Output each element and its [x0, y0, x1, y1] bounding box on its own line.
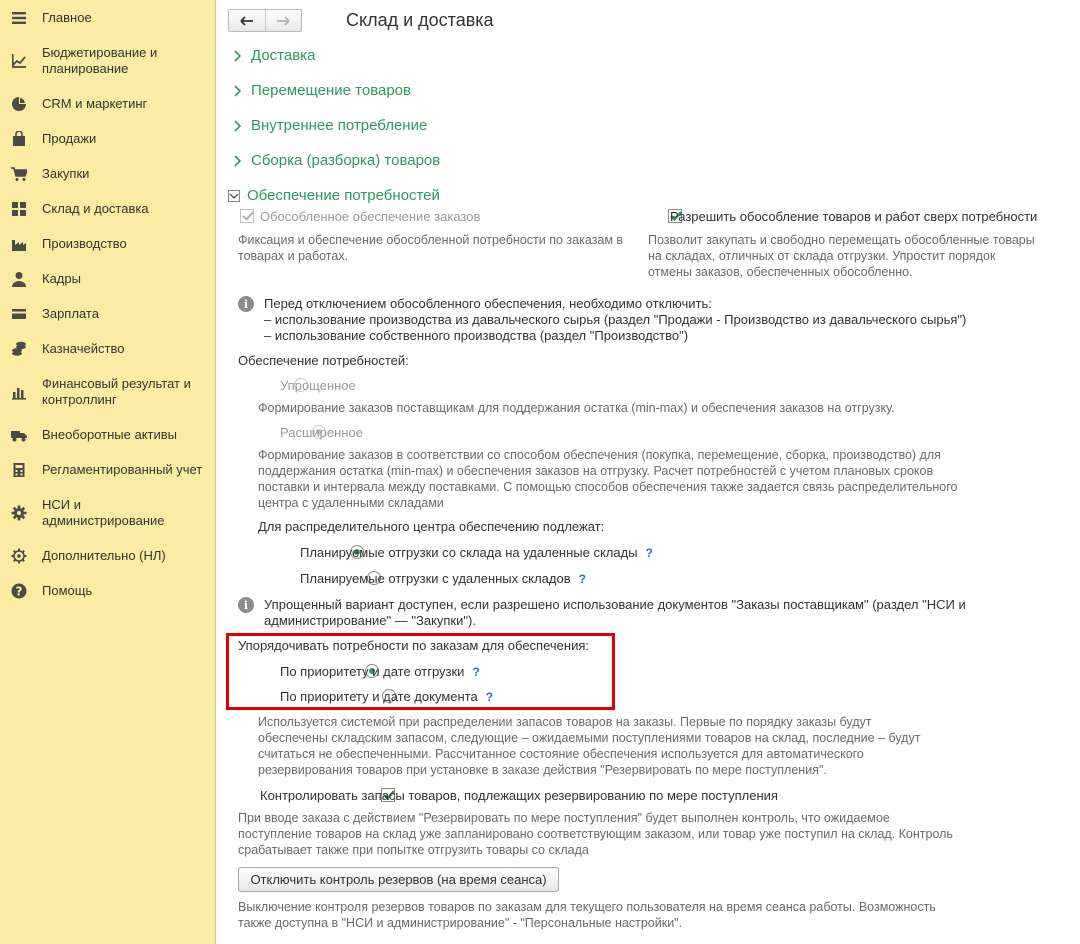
separate-provision-hint: Фиксация и обеспечение обособленной потребности по заказам в товарах и работах. [238, 233, 624, 263]
help-question-icon[interactable]: ? [578, 572, 586, 586]
sidebar-item-label: CRM и маркетинг [42, 96, 148, 111]
sidebar-item-label: Главное [42, 10, 92, 25]
section-internal[interactable] [232, 117, 427, 134]
separate-provision-checkbox[interactable] [240, 209, 254, 223]
grid-icon [11, 201, 27, 217]
history-nav [228, 9, 302, 32]
info-icon: i [238, 597, 254, 613]
gear-icon [11, 505, 27, 521]
help-question-icon[interactable]: ? [485, 690, 494, 704]
sidebar-item-regulated-accounting[interactable] [0, 462, 215, 478]
section-label: Внутреннее потребление [251, 117, 428, 134]
forward-button[interactable] [265, 10, 301, 31]
help-question-icon[interactable]: ? [472, 665, 480, 679]
chevron-right-icon [232, 120, 244, 132]
sidebar-item-label: Кадры [42, 271, 81, 286]
sidebar-item-salary[interactable] [0, 306, 215, 322]
chart-up-icon [11, 53, 27, 69]
arrow-left-icon [240, 16, 254, 26]
section-label: Сборка (разборка) товаров [251, 152, 441, 169]
sidebar-item-production[interactable] [0, 236, 215, 252]
sidebar-item-budgeting[interactable] [0, 45, 215, 77]
section-assembly[interactable] [232, 152, 440, 169]
sidebar-item-label: Бюджетирование и планирование [42, 45, 158, 76]
provision-mode-label: Обеспечение потребностей: [238, 353, 409, 368]
factory-icon [11, 236, 27, 252]
chevron-right-icon [232, 50, 244, 62]
control-reserves-hint: При вводе заказа с действием "Резервировать по мере поступления" будет выполнен контроль, что ожидаемое поступление товаров на склад уже запланировано соответствующим заказом, или товар уже поступил на склад. Контроль срабатывает также при попытке отгрузить товары со склада [238, 811, 953, 857]
chevron-right-icon [232, 155, 244, 167]
info-disable-notice: Перед отключением обособленного обеспечения, необходимо отключить: – использование производства из давальческого сырья (раздел "Продажи - Производство из давальческого сырья") – использование собственного производства (раздел "Производство") [264, 296, 967, 343]
person-icon [11, 271, 27, 287]
sidebar-item-label: Продажи [42, 131, 97, 146]
dc-label: Для распределительного центра обеспечению подлежат: [258, 519, 605, 534]
bag-icon [11, 131, 27, 147]
arrow-right-icon [276, 16, 290, 26]
mode-simple-label: Упрощенное [280, 378, 356, 393]
calculator-icon [11, 462, 27, 478]
sidebar-item-fixed-assets[interactable] [0, 427, 215, 443]
order-option-1-label: По приоритету и дате отгрузки ? [280, 664, 480, 679]
sidebar-item-additional[interactable] [0, 548, 215, 564]
sidebar [0, 0, 216, 944]
order-option-2-label: По приоритету и дате документа ? [280, 689, 494, 704]
sidebar-item-nsi-admin[interactable] [0, 497, 215, 529]
sidebar-item-main[interactable] [0, 10, 215, 26]
sidebar-item-help[interactable] [0, 583, 215, 599]
mode-extended-label: Расширенное [280, 425, 363, 440]
truck-icon [11, 427, 27, 443]
info-simple-notice: Упрощенный вариант доступен, если разрешено использование документов "Заказы поставщикам" (раздел "НСИ и администрирование" — "Закупки"). [264, 597, 966, 628]
sidebar-item-treasury[interactable] [0, 341, 215, 357]
main-content [216, 0, 1080, 944]
coins-icon [11, 341, 27, 357]
allow-isolation-label: Разрешить обособление товаров и работ сверх потребности [670, 209, 1038, 224]
section-label: Перемещение товаров [251, 82, 411, 99]
disable-reserve-control-hint: Выключение контроля резервов товаров по заказам для текущего пользователя на время сеанса работы. Возможность также доступна в "НСИ и администрирование" - "Персональные настройки". [238, 900, 936, 930]
separate-provision-label: Обособленное обеспечение заказов [260, 209, 481, 224]
page-title: Склад и доставка [346, 10, 494, 30]
order-label: Упорядочивать потребности по заказам для обеспечения: [238, 638, 589, 653]
section-delivery[interactable] [232, 47, 315, 64]
help-icon [11, 583, 27, 599]
dc-option-1-label: Планируемые отгрузки со склада на удаленные склады ? [300, 545, 653, 560]
sidebar-item-label: Внеоборотные активы [42, 427, 178, 442]
sidebar-item-label: Производство [42, 236, 127, 251]
section-label: Доставка [251, 47, 316, 64]
gear-outline-icon [11, 548, 27, 564]
mode-extended-hint: Формирование заказов в соответствии со способом обеспечения (покупка, перемещение, сборка, производство) для поддержания остатка (min-max) и обеспечения заказов на отгрузку. Расчет потребностей с учетом плановых сроков поставки и интервала между поставками. С помощью способов обеспечения также задается связь распределительного центра с удаленными складами [258, 448, 958, 510]
chevron-down-icon [228, 190, 240, 202]
section-needs[interactable] [228, 187, 440, 204]
allow-isolation-hint: Позволит закупать и свободно перемещать обособленные товары на складах, отличных от склада отгрузки. Упростит порядок отмены заказов, обеспеченных обособленно. [648, 233, 1035, 279]
help-question-icon[interactable]: ? [645, 546, 653, 560]
check-icon [241, 209, 255, 223]
disable-reserve-control-button[interactable]: Отключить контроль резервов (на время сеанса) [238, 867, 559, 892]
cart-icon [11, 166, 27, 182]
bar-chart-icon [11, 384, 27, 400]
control-reserves-label: Контролировать запасы товаров, подлежащих резервированию по мере поступления [260, 788, 778, 803]
sidebar-item-label: Дополнительно (НЛ) [42, 548, 166, 563]
sidebar-item-label: Финансовый результат и контроллинг [42, 376, 191, 407]
sidebar-item-purchases[interactable] [0, 166, 215, 182]
order-hint: Используется системой при распределении запасов товаров на заказы. Первые по порядку заказы будут обеспечены складским запасом, следующие – ожидаемыми поступлениями товаров на склад, последние – будут считаться не обеспеченными. Рассчитанное состояние обеспечения используется для автоматического резервирования товаров при установке в заказе действия "Резервировать по мере поступления". [258, 715, 921, 777]
sidebar-item-label: НСИ и администрирование [42, 497, 165, 528]
sidebar-item-label: Склад и доставка [42, 201, 149, 216]
sidebar-item-label: Зарплата [42, 306, 99, 321]
sidebar-item-warehouse[interactable] [0, 201, 215, 217]
section-label: Обеспечение потребностей [247, 187, 440, 204]
sidebar-item-label: Казначейство [42, 341, 125, 356]
back-button[interactable] [229, 10, 265, 31]
menu-icon [11, 10, 27, 26]
sidebar-item-financial-result[interactable] [0, 376, 215, 408]
sidebar-item-crm[interactable] [0, 96, 215, 112]
mode-simple-hint: Формирование заказов поставщикам для поддержания остатка (min-max) и обеспечения заказов на отгрузку. [258, 401, 895, 415]
pie-icon [11, 96, 27, 112]
chevron-right-icon [232, 85, 244, 97]
sidebar-item-label: Закупки [42, 166, 90, 181]
info-icon: i [238, 296, 254, 312]
sidebar-item-hr[interactable] [0, 271, 215, 287]
dc-option-2-label: Планируемые отгрузки с удаленных складов ? [300, 571, 586, 586]
sidebar-item-label: Помощь [42, 583, 93, 598]
card-icon [11, 306, 27, 322]
sidebar-item-label: Регламентированный учет [42, 462, 203, 477]
sidebar-item-sales[interactable] [0, 131, 215, 147]
svg-text:?: ? [15, 584, 23, 599]
section-movement[interactable] [232, 82, 411, 99]
